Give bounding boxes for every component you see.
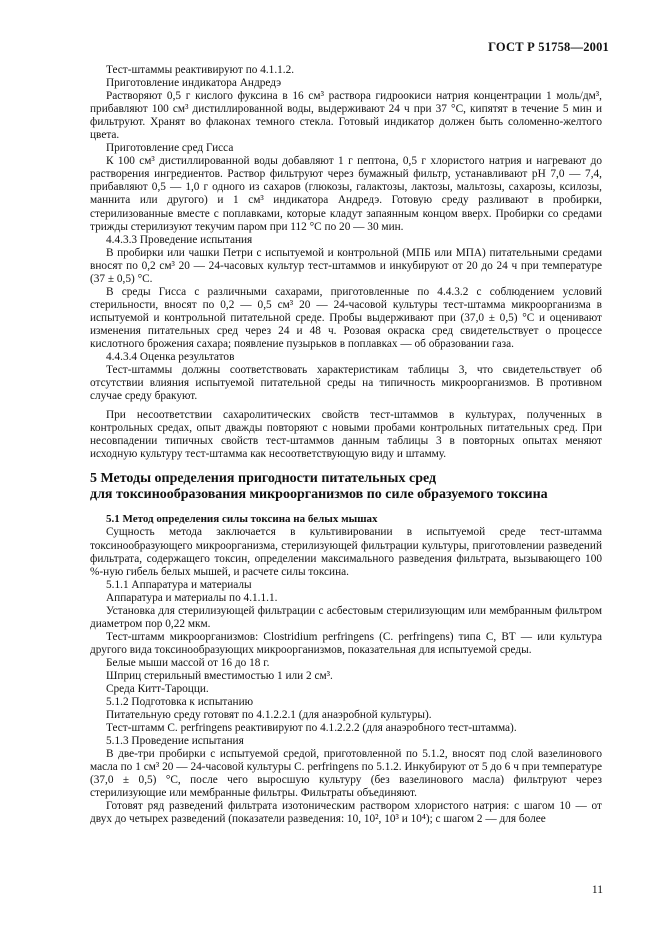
paragraph: Белые мыши массой от 16 до 18 г. [106,656,270,669]
paragraph: Питательную среду готовят по 4.1.2.2.1 (для анаэробной культуры). [106,709,432,722]
standard-header: ГОСТ Р 51758—2001 [488,40,609,54]
clause-heading: 5.1.1 Аппаратура и материалы [106,578,252,591]
section-title [90,471,602,503]
paragraph: Тест-штаммы реактивируют по 4.1.1.2. [106,64,295,76]
paragraph: В среды Гисса с различными сахарами, приготовленные по 4.4.3.2 с соблюдением условий стерильности, вносят по 0,2 — 0,5 см³ 20 — 24-часовой культуры тест-штамма микроорганизма в испытуемой и контрольной питательной среде. Пробы выдерживают при (37,0 ± 0,5) °С и оценивают изменения питательных сред через 24 и 48 ч. Розовая окраска сред свидетельствует о процессе кислотного брожения сахара; появление пузырьков в поплавках — об образовании газа. [90,285,602,350]
paragraph: Готовят ряд разведений фильтрата изотоническим раствором хлористого натрия: с шагом 10 — от двух до четырех разведений (показатели разведения: 10, 10², 10³ и 10⁴); с шагом 2 — для более [90,800,602,826]
clause-heading: 4.4.3.4 Оценка результатов [106,351,235,364]
section-title-line2: для токсинообразования микроорганизмов по силе образуемого токсина [90,487,548,503]
clause-heading: 5.1.2 Подготовка к испытанию [106,696,254,709]
paragraph: Сущность метода заключается в культивировании в испытуемой среде тест-штамма токсинообразующего микроорганизма, стерилизующей фильтрации культуры, приготовлении разведений фильтрата, содержащего токсин, определении максимального разведения фильтрата, вызывающего 100 %-ную гибель белых мышей, и расчете силы токсина. [90,526,602,578]
paragraph: К 100 см³ дистиллированной воды добавляют 1 г пептона, 0,5 г хлористого натрия и нагревают до растворения ингредиентов. Раствор фильтруют через бумажный фильтр, устанавливают pH 7,0 — 7,4, прибавляют 0,5 — 1,0 г одного из сахаров (глюкозы, галактозы, лактозы, мальтозы, сахарозы, ксилозы, маннита или другого) и 1 см³ индикатора Андредэ. Готовую среду разливают в пробирки, стерилизованные вместе с поплавками, которые кладут запаянным концом вверх. Пробирки со средами трижды стерилизуют текучим паром при 112 °С по 20 — 30 мин. [90,155,602,233]
paragraph: Растворяют 0,5 г кислого фуксина в 16 см³ раствора гидроокиси натрия концентрации 1 моль/дм³, прибавляют 100 см³ дистиллированной воды, выдерживают 24 ч при 37 °С, кипятят в течение 5 мин и фильтруют. Хранят во флаконах темного стекла. Готовый индикатор должен быть соломенно-желтого цвета. [90,90,602,142]
paragraph: Среда Китт-Тароцци. [106,683,209,696]
paragraph: В две-три пробирки с испытуемой средой, приготовленной по 5.1.2, вносят под слой вазелинового масла по 1 см³ 20 — 24-часовой культуры С. perfringens по 5.1.2. Инкубируют от 5 до 6 ч при температуре (37,0 ± 0,5) °С, после чего выросшую культуру (без вазелинового масла) фильтруют через стерилизующие или мембранные фильтры. Фильтраты объединяют. [90,748,602,800]
paragraph: Тест-штаммы должны соответствовать характеристикам таблицы 3, что свидетельствует об отсутствии влияния испытуемой питательной среды на типичность микроорганизмов. В противном случае среду бракуют. [90,364,602,403]
clause-heading: 4.4.3.3 Проведение испытания [106,233,253,246]
clause-heading: 5.1.3 Проведение испытания [106,735,244,748]
paragraph: Тест-штамм С. perfringens реактивируют по 4.1.2.2.2 (для анаэробного тест-штамма). [106,722,517,735]
paragraph: Тест-штамм микроорганизмов: Clostridium perfringens (С. perfringens) типа С, ВТ — или культура другого вида токсинообразующих микроорганизмов, показательная для испытуемой среды. [90,630,602,656]
section-title-line1: 5 Методы определения пригодности питательных сред [90,471,437,487]
paragraph: Приготовление индикатора Андредэ [106,77,282,90]
subsection-title: 5.1 Метод определения силы токсина на белых мышах [106,513,378,526]
paragraph: Шприц стерильный вместимостью 1 или 2 см³. [106,669,333,682]
paragraph: Аппаратура и материалы по 4.1.1.1. [106,591,278,604]
page-number: 11 [591,884,603,896]
document-body [90,64,602,827]
paragraph: Установка для стерилизующей фильтрации с асбестовым стерилизующим или мембранным фильтром диаметром пор 0,22 мкм. [90,604,602,630]
paragraph: При несоответствии сахаролитических свойств тест-штаммов в культурах, полученных в контрольных средах, опыт дважды повторяют с новыми пробами контрольных питательных сред. При несовпадении типичных свойств тест-штаммов данным таблицы 3 в повторных опытах меняют исходную культуру тест-штамма как несоответствующую виду и штамму. [90,409,602,461]
paragraph: В пробирки или чашки Петри с испытуемой и контрольной (МПБ или МПА) питательными средами вносят по 0,2 см³ 20 — 24-часовых культур тест-штаммов и инкубируют от 20 до 24 ч при температуре (37 ± 0,5) °С. [90,246,602,285]
paragraph: Приготовление сред Гисса [106,142,234,155]
